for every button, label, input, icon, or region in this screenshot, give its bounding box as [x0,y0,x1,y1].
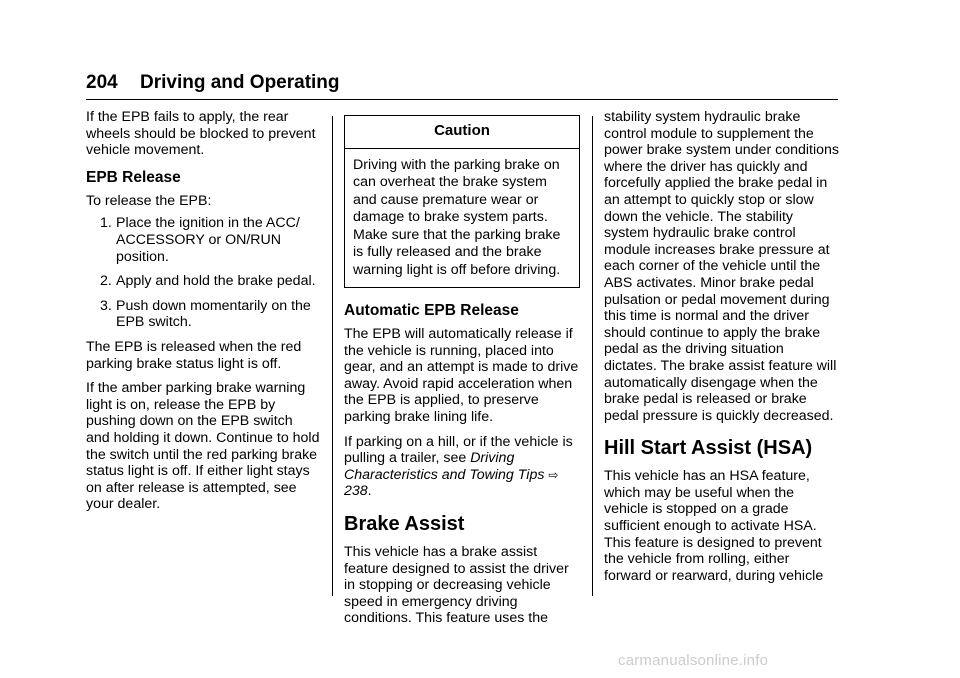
towing-tips-link[interactable]: Driving Characteristics and Towing Tips [344,450,545,483]
step-text: Push down momentarily on the EPB switch. [116,297,311,331]
hill-start-assist-heading: Hill Start Assist (HSA) [604,437,813,460]
released-paragraph: The EPB is released when the red parking brake status light is off. [86,338,302,372]
page-reference-number[interactable]: 238 [344,483,368,500]
list-item [86,298,320,331]
watermark: carmanualsonline.info [618,652,769,669]
sentence-period: . [367,483,372,500]
hill-parking-text: If parking on a hill, or if the vehicle is pulling a trailer, see [344,433,573,467]
to-release-text: To release the EPB: [86,192,212,209]
step-number: 2. [100,273,112,290]
automatic-release-paragraph: The EPB will automatically release if the vehicle is running, placed into gear, and an attempt is made to drive away. Avoid rapid acceleration when the EPB is applied, to preserve parking brake lining life. [344,326,579,426]
brake-assist-heading: Brake Assist [344,513,465,536]
caution-text: Driving with the parking brake on can overheat the brake system and cause premature wear or damage to brake system parts. Make sure that the parking brake is fully released and the brake warning light is off before driving. [353,156,561,278]
step-text: Apply and hold the brake pedal. [116,273,316,290]
list-item [86,273,320,290]
list-item [86,215,320,265]
column-right [604,109,840,592]
column-left [86,109,320,521]
step-text: Place the ignition in the ACC/ ACCESSORY or ON/RUN position. [116,215,300,265]
header-rule [86,99,838,100]
page-header [86,72,838,98]
release-steps-list [86,215,320,331]
page-number: 204 [86,72,118,93]
intro-paragraph: If the EPB fails to apply, the rear wheels should be blocked to prevent vehicle movement. [86,109,316,159]
hsa-paragraph: This vehicle has an HSA feature, which may be useful when the vehicle is stopped on a grade sufficient enough to activate HSA. This feature is designed to prevent the vehicle from rolling, either forward or rearward, during vehicle [604,468,824,584]
step-number: 3. [100,297,112,314]
brake-assist-paragraph: This vehicle has a brake assist feature designed to assist the driver in stopping or decreasing vehicle speed in emergency driving conditions. This feature uses the [344,544,569,627]
automatic-epb-release-heading: Automatic EPB Release [344,302,519,320]
section-title: Driving and Operating [140,72,340,93]
page-reference-icon: ⇨ [548,467,559,482]
column-middle [344,112,580,635]
column-divider [592,116,593,596]
brake-assist-continued-paragraph: stability system hydraulic brake control module to supplement the power brake system under conditions where the driver has quickly and forcefully applied the brake pedal in an attempt to quickly stop or slow down the vehicle. The stability system hydraulic brake control module increases brake pressure at each corner of the vehicle until the ABS activates. Minor brake pedal pulsation or pedal movement during this time is normal and the driver should continue to apply the brake pedal as the driving situation dictates. The brake assist feature will automatically disengage when the brake pedal is released or brake pedal pressure is quickly decreased. [604,109,840,424]
caution-title: Caution [345,116,579,149]
caution-box [344,115,580,288]
step-number: 1. [100,215,112,232]
hill-parking-paragraph [344,434,580,500]
epb-release-heading: EPB Release [86,168,181,186]
amber-warning-paragraph: If the amber parking brake warning light is on, release the EPB by pushing down on the EPB switch and holding it down. Continue to hold the switch until the red parking brake status light is off. If either light stays on after release is attempted, see your dealer. [86,380,320,513]
column-divider [332,116,333,596]
